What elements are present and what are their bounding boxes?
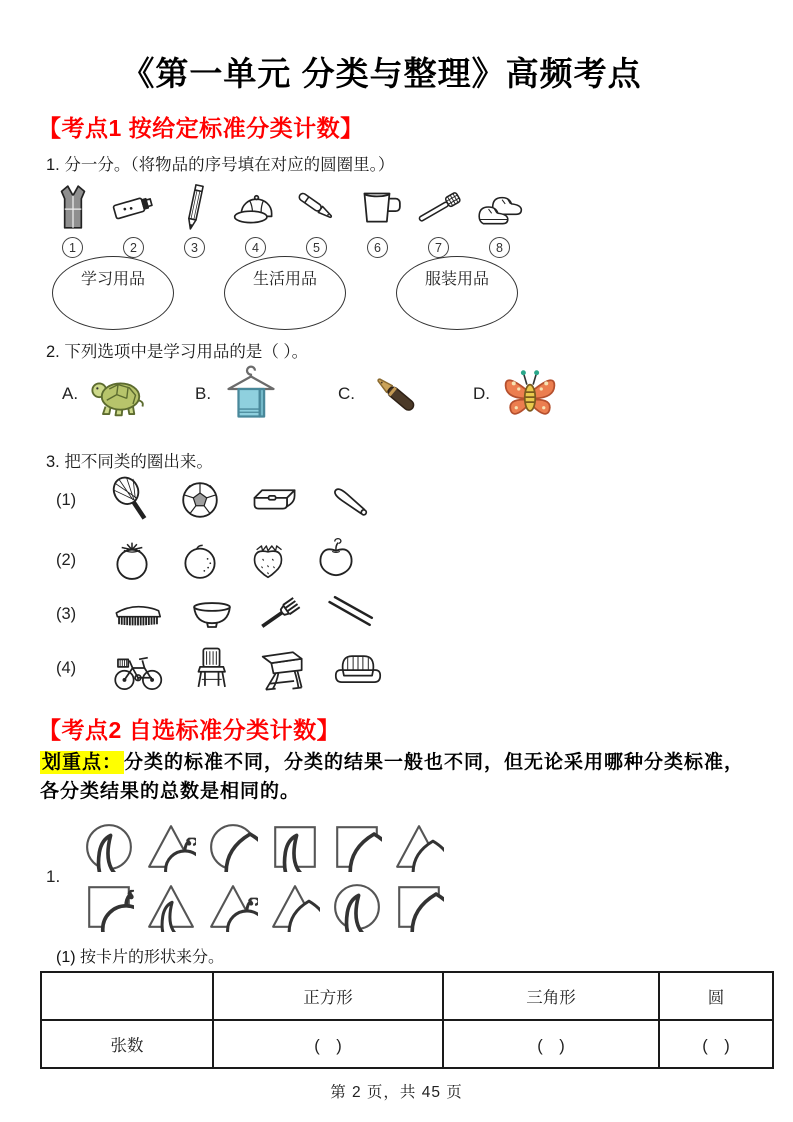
- card-triangle-peach: [270, 882, 320, 932]
- card-circle-banana: [84, 822, 134, 872]
- question1-text: 1. 分一分。（将物品的序号填在对应的圆圈里。）: [46, 156, 395, 174]
- item-number: 7: [428, 237, 449, 258]
- page-title: 《第一单元 分类与整理》高频考点: [121, 55, 642, 92]
- item-pencil: [166, 182, 223, 258]
- card-triangle-peach: [394, 822, 444, 872]
- chopsticks-icon: [322, 588, 374, 640]
- row-label: (4): [56, 658, 77, 677]
- category-label: 生活用品: [252, 271, 317, 288]
- item-number: 2: [123, 237, 144, 258]
- option-letter: D.: [473, 384, 490, 403]
- item-toothpaste: [105, 182, 162, 258]
- option-letter: A.: [62, 384, 79, 403]
- soccer-ball-icon: [174, 474, 226, 526]
- item-cap: [227, 182, 284, 258]
- question2-text: 2. 下列选项中是学习用品的是（ ）。: [46, 343, 309, 361]
- tomato-icon: [106, 534, 158, 586]
- table-header-square: 正方形: [213, 972, 443, 1020]
- card-triangle-apple: [146, 822, 196, 872]
- count-table: [40, 971, 774, 1069]
- exercise-number: 1.: [46, 867, 61, 886]
- toothpaste-icon: [109, 182, 159, 232]
- item-number: 8: [489, 237, 510, 258]
- card-triangle-apple: [208, 882, 258, 932]
- card-circle-banana: [332, 882, 382, 932]
- section2-heading: 【考点2 自选标准分类计数】: [38, 717, 341, 743]
- sub-question1-text: (1) 按卡片的形状来分。: [56, 949, 225, 966]
- chair-icon: [186, 642, 238, 694]
- item-cup: [349, 182, 406, 258]
- desk-icon: [254, 642, 306, 694]
- category-label: 学习用品: [80, 271, 145, 288]
- key-point-text: 分类的标准不同，分类的结果一般也不同，但无论采用哪种分类标准，各分类结果的总数是相同的。: [40, 752, 745, 803]
- towel-icon: [221, 364, 281, 424]
- item-coat: [44, 182, 101, 258]
- fountain-pen-icon: [365, 364, 425, 424]
- card-triangle-banana: [146, 882, 196, 932]
- category-oval-study: [52, 256, 174, 330]
- key-point-label: 划重点：: [42, 752, 123, 773]
- item-toothbrush: [410, 182, 467, 258]
- turtle-icon: [88, 364, 148, 424]
- question3-row-2: [56, 534, 362, 586]
- question3-row-3: [56, 588, 374, 640]
- pen-icon: [292, 182, 342, 232]
- category-oval-daily: [224, 256, 346, 330]
- row-label: (1): [56, 490, 77, 509]
- coat-icon: [48, 182, 98, 232]
- tennis-racket-icon: [106, 474, 158, 526]
- question1-items-row: [44, 182, 528, 258]
- answer-cell-circle: ( ): [659, 1020, 773, 1068]
- table-count-row: [41, 1020, 773, 1068]
- category-label: 服装用品: [424, 271, 489, 288]
- card-square-apple: [84, 882, 134, 932]
- item-number: 6: [367, 237, 388, 258]
- row-label: (2): [56, 550, 77, 569]
- apple-icon: [310, 534, 362, 586]
- orange-icon: [174, 534, 226, 586]
- card-square-peach: [394, 882, 444, 932]
- table-header-row: [41, 972, 773, 1020]
- option-d: [473, 364, 593, 424]
- category-oval-clothing: [396, 256, 518, 330]
- table-row-label: 张数: [41, 1020, 213, 1068]
- category-ovals-row: [52, 256, 518, 330]
- item-number: 1: [62, 237, 83, 258]
- option-letter: C.: [338, 384, 355, 403]
- sofa-icon: [322, 642, 394, 694]
- bicycle-icon: [106, 642, 170, 694]
- pencil-case-icon: [242, 474, 306, 526]
- question3-row-1: [56, 474, 374, 526]
- butterfly-icon: [500, 364, 560, 424]
- table-header-empty: [41, 972, 213, 1020]
- option-c: [338, 364, 473, 424]
- row-label: (3): [56, 604, 77, 623]
- item-leather-shoes: [471, 182, 528, 258]
- item-number: 4: [245, 237, 266, 258]
- key-point-paragraph: [40, 748, 746, 807]
- section1-heading: 【考点1 按给定标准分类计数】: [38, 115, 364, 141]
- item-number: 5: [306, 237, 327, 258]
- pencil-icon: [170, 182, 220, 232]
- answer-cell-triangle: ( ): [443, 1020, 659, 1068]
- item-pen: [288, 182, 345, 258]
- cards-grid: [84, 822, 444, 932]
- question2-options-row: [62, 364, 593, 424]
- option-letter: B.: [195, 384, 212, 403]
- fork-icon: [254, 588, 306, 640]
- cup-icon: [353, 182, 403, 232]
- question3-text: 3. 把不同类的圈出来。: [46, 453, 213, 471]
- leather-shoes-icon: [475, 182, 525, 232]
- bowl-icon: [186, 588, 238, 640]
- card-square-peach: [332, 822, 382, 872]
- page-footer: 第 2 页，共 45 页: [330, 1084, 463, 1101]
- question3-row-4: [56, 642, 394, 694]
- option-b: [195, 364, 338, 424]
- toothbrush-icon: [414, 182, 464, 232]
- table-header-triangle: 三角形: [443, 972, 659, 1020]
- card-circle-peach: [208, 822, 258, 872]
- option-a: [62, 364, 195, 424]
- answer-cell-square: ( ): [213, 1020, 443, 1068]
- strawberry-icon: [242, 534, 294, 586]
- baseball-bat-icon: [322, 474, 374, 526]
- item-number: 3: [184, 237, 205, 258]
- table-header-circle: 圆: [659, 972, 773, 1020]
- card-square-banana: [270, 822, 320, 872]
- cards-exercise: [46, 822, 444, 932]
- cap-icon: [231, 182, 281, 232]
- comb-icon: [106, 588, 170, 640]
